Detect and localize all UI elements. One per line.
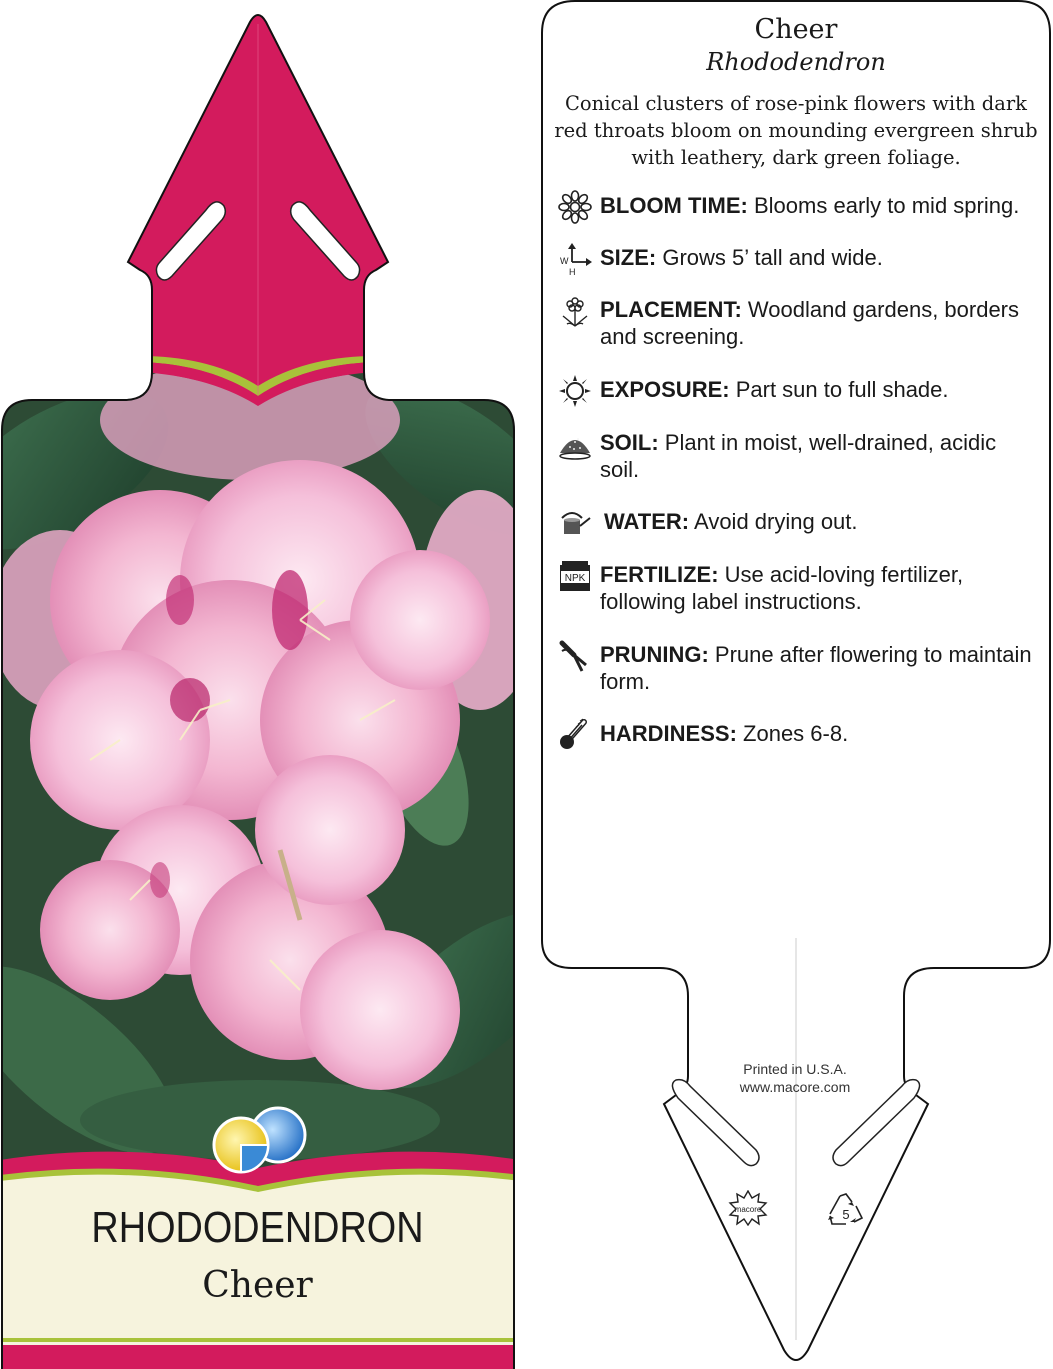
website-text: www.macore.com [739,1079,851,1095]
placement-label: PLACEMENT: [600,297,742,322]
soil-icon [558,427,592,461]
water-value: Avoid drying out. [694,509,858,534]
cultivar-name: Cheer [202,1265,313,1306]
exposure-value: Part sun to full shade. [735,377,949,402]
recycle-icon [826,1192,866,1228]
bloom-time-label: BLOOM TIME: [600,193,748,218]
size-icon-w: W [560,256,569,266]
printed-in-text: Printed in U.S.A. [743,1061,847,1077]
pruning-value: Prune after flowering to maintain form. [600,642,1032,694]
hardiness-label: HARDINESS: [600,721,737,746]
soil-value: Plant in moist, well-drained, acidic soil. [600,430,997,482]
recycle-number: 5 [842,1207,850,1222]
water-label: WATER: [604,509,690,534]
size-icon [558,242,592,276]
fertilizer-icon [558,559,592,593]
npk-text: NPK [564,573,586,584]
size-label: SIZE: [600,245,657,270]
sun-icon [558,374,592,408]
macore-logo-icon [728,1190,768,1226]
watering-can-icon [558,506,592,540]
macore-logo-text: macore [734,1205,762,1214]
thermometer-icon [558,718,592,752]
bloom-time-value: Blooms early to mid spring. [754,193,1020,218]
botanical-name: Rhododendron [706,48,886,76]
placement-icon [558,294,592,328]
hardiness-value: Zones 6-8. [743,721,849,746]
plant-name: RHODODENDRON [91,1203,424,1252]
plant-description: Conical clusters of rose-pink flowers with dark red throats bloom on mounding evergreen shrub with leathery, dark green foliage. [554,92,1038,169]
back-cultivar-name: Cheer [754,14,838,45]
size-value: Grows 5’ tall and wide. [662,245,883,270]
pruning-label: PRUNING: [600,642,709,667]
size-icon-h: H [569,267,576,276]
fertilize-label: FERTILIZE: [600,562,719,587]
pruners-icon [558,639,592,673]
placement-value: Woodland gardens, borders and screening. [600,297,1020,349]
soil-label: SOIL: [600,430,659,455]
exposure-label: EXPOSURE: [600,377,730,402]
fertilize-value: Use acid-loving fertilizer, following label instructions. [600,562,964,614]
flower-icon [558,190,592,224]
